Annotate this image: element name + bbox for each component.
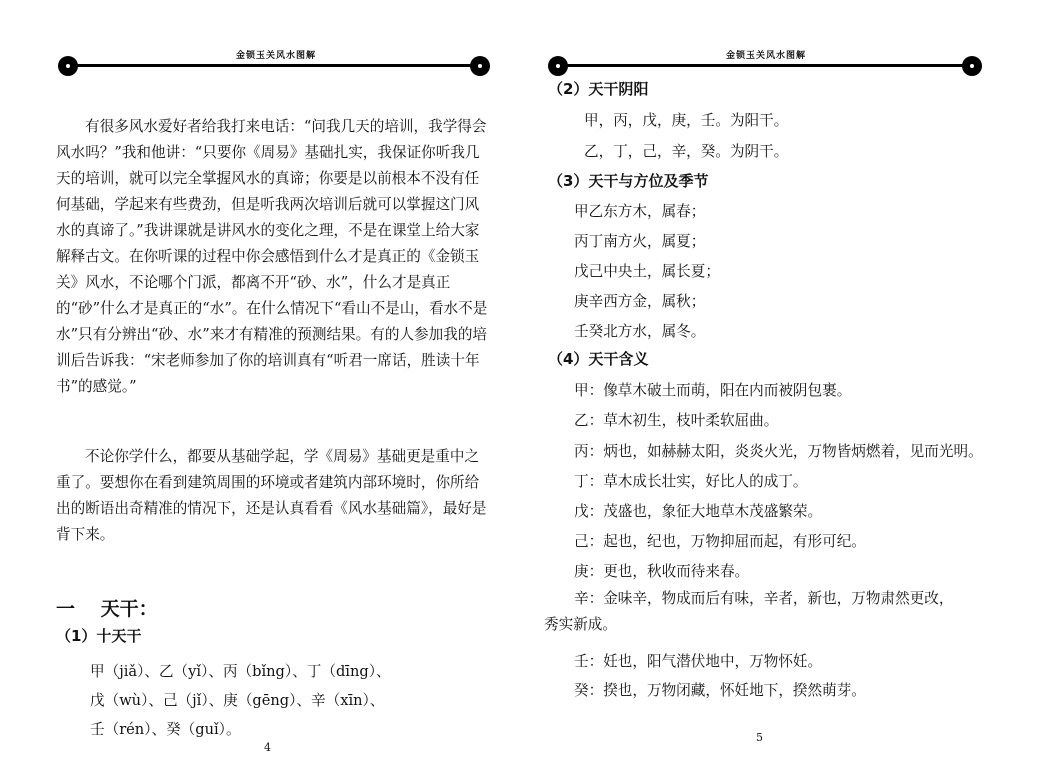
direction-line: 戊己中央土，属长夏； [574,263,720,280]
header-rule [68,64,478,67]
stem-line: 壬（rén）、癸（guǐ）。 [90,721,241,738]
chapter-heading: 一 天干： [56,598,158,620]
page-number: 4 [264,741,271,754]
header-title: 金锁玉关风水图解 [726,51,807,61]
section-heading: （4）天干含义 [548,350,649,368]
second-paragraph: 不论你学什么，都要从基础学起，学《周易》基础更是重中之重了。要想你在看到建筑周围的环境或者建筑内部环境时，你所给出的断语出奇精准的情况下，还是认真看看《风水基础篇》，最好是背下来。 [56,448,487,543]
stem-line: 甲（jiǎ）、乙（yǐ）、丙（bǐng）、丁（dīng）、 [90,663,391,680]
ornament-left [548,56,568,76]
page-number: 5 [756,731,763,744]
meaning-line: 乙：草木初生，枝叶柔软屈曲。 [574,412,779,429]
section-heading: （3）天干与方位及季节 [548,172,709,190]
meaning-line: 己：起也，纪也，万物抑屈而起，有形可纪。 [574,533,866,550]
meaning-line: 丙：炳也，如赫赫太阳，炎炎火光，万物皆炳燃着，见而光明。 [574,443,983,460]
direction-line: 庚辛西方金，属秋； [574,293,706,310]
section-heading: （2）天干阴阳 [548,80,649,98]
left-page [0,0,527,784]
meaning-line: 辛：金味辛，物成而后有味，辛者，新也，万物肃然更改，秀实新成。 [544,590,954,633]
yinyang-line: 甲，丙，戊，庚，壬。为阳干。 [584,112,789,129]
header-rule [558,64,972,67]
direction-line: 丙丁南方火，属夏； [574,233,706,250]
section-heading: （1）十天干 [56,627,142,645]
meaning-line: 甲：像草木破土而萌，阳在内而被阴包裹。 [574,382,852,399]
ornament-right [962,56,982,76]
intro-paragraph: 有很多风水爱好者给我打来电话：“问我几天的培训，我学得会风水吗？”我和他讲：“只要你《周易》基础扎实，我保证你听我几天的培训，就可以完全掌握风水的真谛；你要是以前根本不没有任何基础，学起来有些费劲，但是听我两次培训后就可以掌握这门风水的真谛了。”我讲课就是讲风水的变化之理，不是在课堂上给大家解释古文。在你听课的过程中你会感悟到什么才是真正的《金锁玉关》风水，不论哪个门派，都离不开“砂、水”，什么才是真正的“砂”什么才是真正的“水”。在什么情况下“看山不是山，看水不是水”只有分辨出“砂、水”来才有精准的预测结果。有的人参加我的培训后告诉我：“宋老师参加了你的培训真有“听君一席话，胜读十年书”的感觉。” [56,118,488,395]
header-title: 金锁玉关风水图解 [236,51,317,61]
ornament-right [470,56,490,76]
direction-line: 壬癸北方水，属冬。 [574,323,706,340]
ornament-left [58,56,78,76]
meaning-line: 壬：妊也，阳气潜伏地中，万物怀妊。 [574,653,823,670]
meaning-line: 丁：草木成长壮实，好比人的成丁。 [574,473,808,490]
yinyang-line: 乙，丁，己，辛，癸。为阴干。 [584,143,789,160]
stem-line: 戊（wù）、己（jǐ）、庚（gēng）、辛（xīn）、 [90,692,385,709]
meaning-line: 戊：茂盛也，象征大地草木茂盛繁荣。 [574,503,823,520]
direction-line: 甲乙东方木，属春； [574,203,706,220]
meaning-line: 癸：揆也，万物闭藏，怀妊地下，揆然萌芽。 [574,682,866,699]
right-page [528,0,1055,784]
meaning-line: 庚：更也，秋收而待来春。 [574,563,750,580]
page-header [548,46,982,76]
page-header [58,46,490,76]
